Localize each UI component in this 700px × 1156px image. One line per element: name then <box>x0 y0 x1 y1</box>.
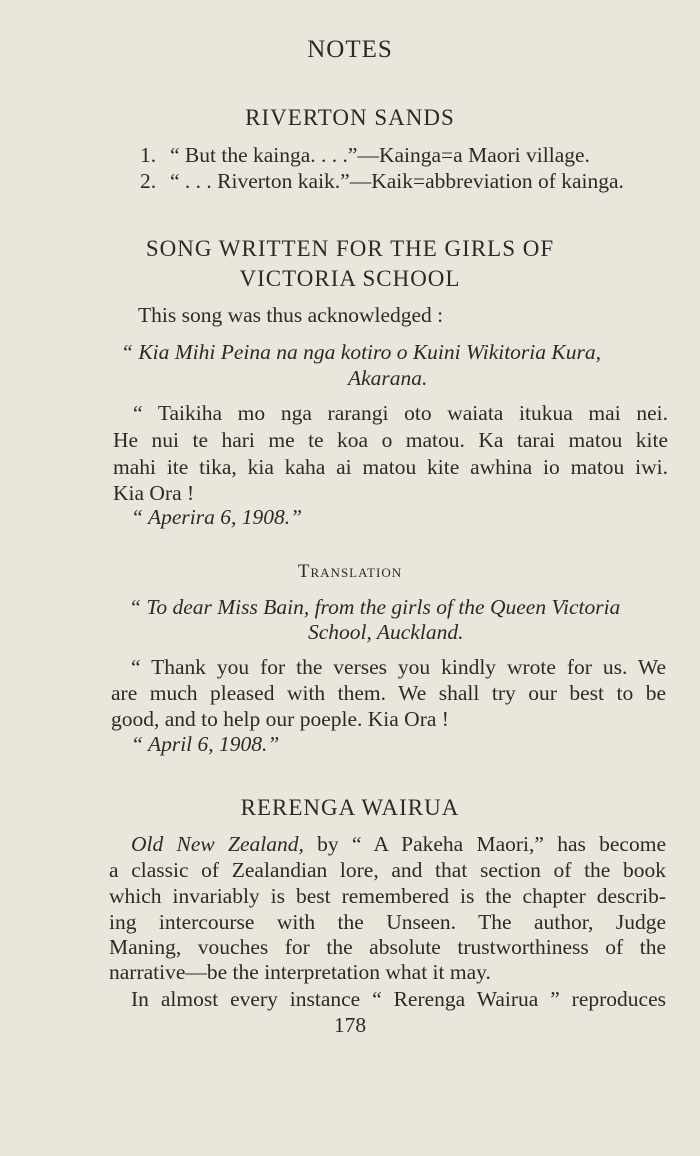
english-address-line2: School, Auckland. <box>308 620 464 644</box>
rerenga-line1-rest: by “ A Pakeha Maori,” has become <box>303 832 666 856</box>
song-intro: This song was thus acknowledged : <box>138 303 444 327</box>
rerenga-line5: Maning, vouches for the absolute trustworthiness of the <box>109 935 666 959</box>
rerenga-line6: narrative—be the interpretation what it may. <box>109 960 491 984</box>
note-text: “ But the kainga. . . .”—Kainga=a Maori village. <box>170 143 590 167</box>
maori-body-line3: mahi ite tika, kia kaha ai matou kite awhina io matou iwi. <box>113 455 668 479</box>
rerenga-line3: which invariably is best remembered is the chapter describ- <box>109 884 666 908</box>
note-1 <box>140 143 590 168</box>
english-address-line1: “ To dear Miss Bain, from the girls of the Queen Victoria <box>129 595 621 619</box>
page-number: 178 <box>333 1013 367 1037</box>
maori-body-line2: He nui te hari me te koa o matou. Ka tarai matou kite <box>113 428 668 452</box>
maori-date: “ Aperira 6, 1908.” <box>131 505 303 529</box>
english-body-line3: good, and to help our poeple. Kia Ora ! <box>111 707 449 731</box>
running-head: NOTES <box>307 36 393 63</box>
rerenga-line2: a classic of Zealandian lore, and that section of the book <box>109 858 666 882</box>
rerenga-line1 <box>131 832 666 857</box>
section-heading-song-line2: VICTORIA SCHOOL <box>239 266 461 291</box>
section-heading-song-line1: SONG WRITTEN FOR THE GIRLS OF <box>145 236 555 261</box>
note-2 <box>140 169 624 194</box>
rerenga-line4: ing intercourse with the Unseen. The author, Judge <box>109 910 666 934</box>
english-body-line2: are much pleased with them. We shall try our best to be <box>111 681 666 705</box>
section-heading-rerenga-wairua: RERENGA WAIRUA <box>240 795 460 820</box>
note-number: 2. <box>140 169 157 193</box>
note-text: “ . . . Riverton kaik.”—Kaik=abbreviation of kainga. <box>170 169 624 193</box>
english-date: “ April 6, 1908.” <box>131 732 280 756</box>
maori-address-line2: Akarana. <box>348 366 428 390</box>
maori-body-line1: “ Taikiha mo nga rarangi oto waiata itukua mai nei. <box>133 401 668 425</box>
translation-heading: Translation <box>297 561 403 582</box>
section-heading-riverton-sands: RIVERTON SANDS <box>245 105 455 130</box>
english-body-line1: “ Thank you for the verses you kindly wrote for us. We <box>131 655 666 679</box>
maori-body-line4: Kia Ora ! <box>113 481 195 505</box>
book-title: Old New Zealand, <box>131 832 304 856</box>
maori-address-line1: “ Kia Mihi Peina na nga kotiro o Kuini Wikitoria Kura, <box>121 340 601 364</box>
note-number: 1. <box>140 143 157 167</box>
rerenga-line7: In almost every instance “ Rerenga Wairua ” reproduces <box>131 987 666 1011</box>
